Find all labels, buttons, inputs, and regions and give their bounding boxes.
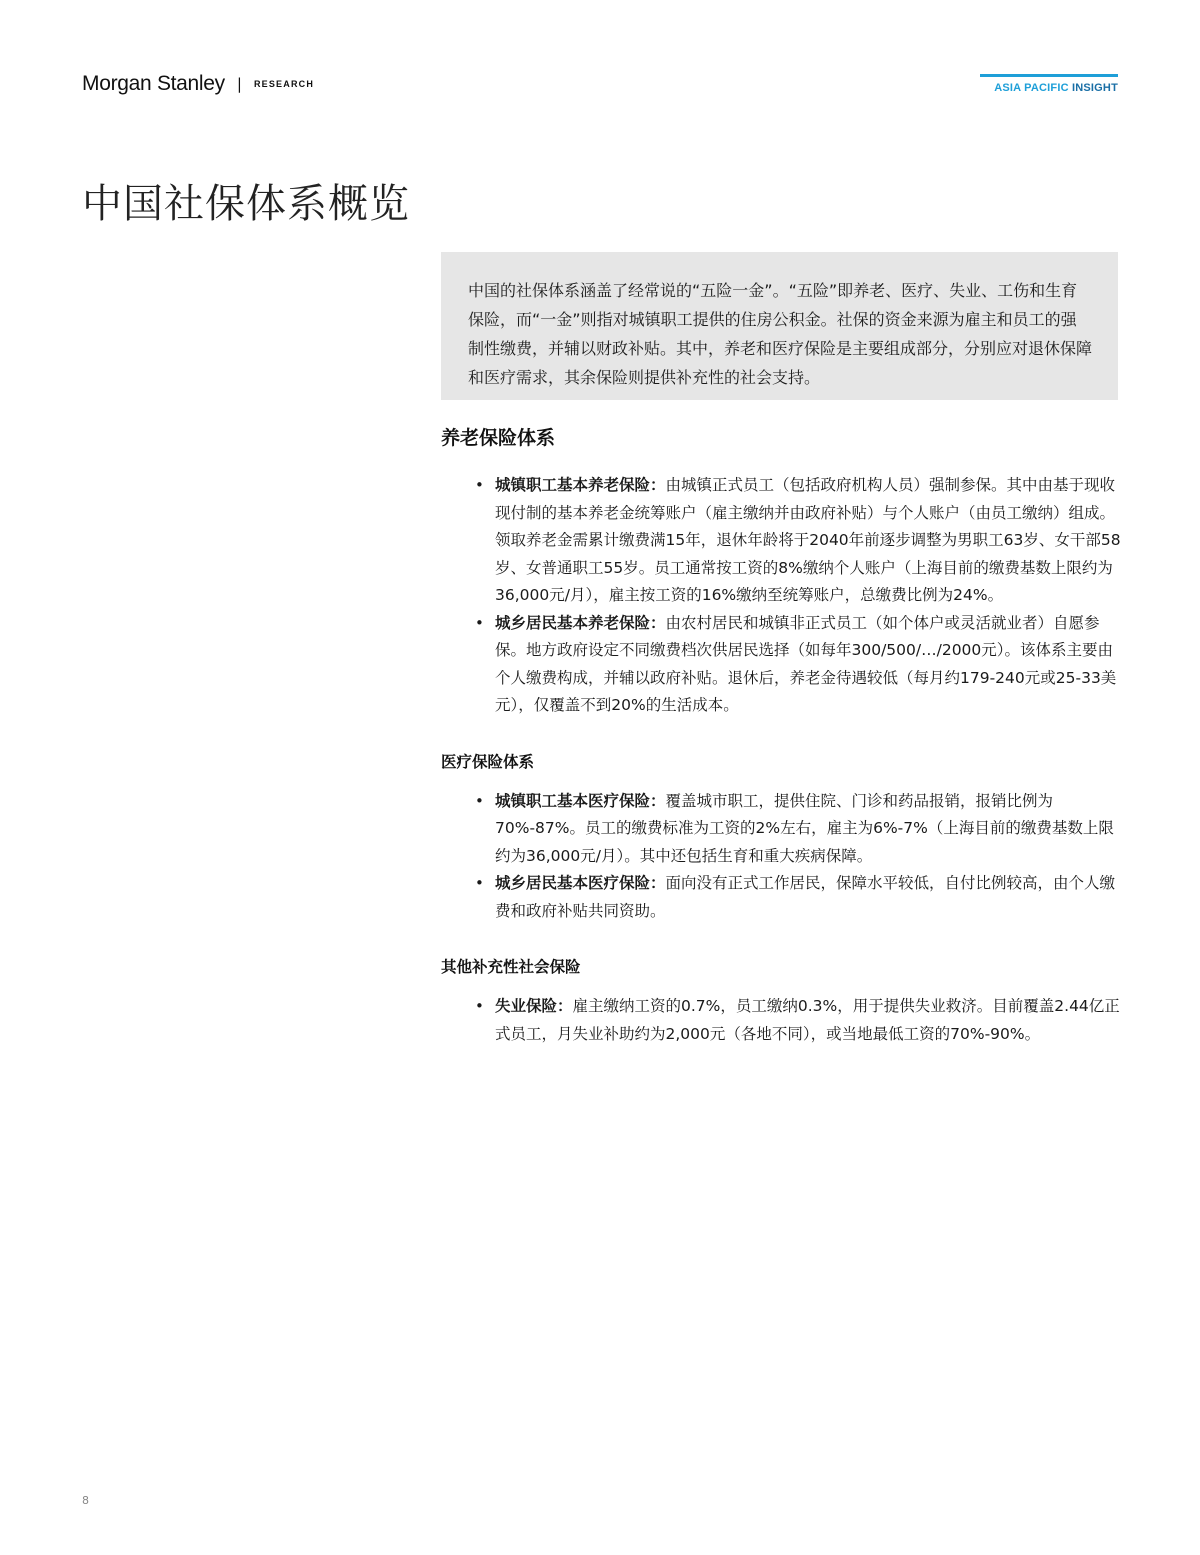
summary-text: 中国的社保体系涵盖了经常说的“五险一金”。“五险”即养老、医疗、失业、工伤和生育保险，而“一金”则指对城镇职工提供的住房公积金。社保的资金来源为雇主和员工的强制性缴费，并辅以财政补贴。其中，养老和医疗保险是主要组成部分，分别应对退休保障和医疗需求，其余保险则提供补充性的社会支持。	[468, 281, 1093, 387]
section-heading-medical: 医疗保险体系	[441, 752, 535, 771]
series-prefix: ASIA PACIFIC	[994, 82, 1069, 94]
series-badge	[980, 74, 1118, 94]
other-list	[441, 993, 1121, 1048]
section-heading-pension: 养老保险体系	[441, 427, 556, 449]
brand-logo: Morgan Stanley	[82, 72, 225, 95]
item-label: 城镇职工基本养老保险：	[495, 476, 666, 494]
item-text: 面向没有正式工作居民，保障水平较低，自付比例较高，由个人缴费和政府补贴共同资助。	[495, 874, 1116, 920]
brand-separator: |	[236, 75, 242, 93]
list-item	[441, 993, 1121, 1048]
item-text: 由农村居民和城镇非正式员工（如个体户或灵活就业者）自愿参保。地方政府设定不同缴费档次供居民选择（如每年300/500/…/2000元）。该体系主要由个人缴费构成，并辅以政府补贴。退休后，养老金待遇较低（每月约179-240元或25-33美元），仅覆盖不到20%的生活成本。	[495, 613, 1117, 714]
item-label: 城乡居民基本医疗保险：	[495, 874, 666, 892]
main-content	[441, 418, 1121, 1048]
page-title: 中国社保体系概览	[82, 181, 410, 227]
research-label: RESEARCH	[253, 79, 315, 89]
list-item	[441, 788, 1121, 871]
item-text: 雇主缴纳工资的0.7%，员工缴纳0.3%，用于提供失业救济。目前覆盖2.44亿正式员工，月失业补助约为2,000元（各地不同），或当地最低工资的70%-90%。	[495, 997, 1120, 1043]
page-number: 8	[82, 1494, 89, 1507]
item-label: 城镇职工基本医疗保险：	[495, 791, 666, 810]
medical-list	[441, 788, 1121, 926]
section-heading-other: 其他补充性社会保险	[441, 958, 581, 976]
list-item	[441, 870, 1121, 925]
summary-box	[441, 252, 1118, 400]
header-brand	[82, 72, 314, 96]
item-text: 覆盖城市职工，提供住院、门诊和药品报销，报销比例为70%-87%。员工的缴费标准为工资的2%左右，雇主为6%-7%（上海目前的缴费基数上限约为36,000元/月）。其中还包括生育和重大疾病保障。	[495, 791, 1114, 865]
list-item	[441, 472, 1121, 610]
series-title	[980, 82, 1118, 94]
item-label: 失业保险：	[495, 997, 573, 1015]
series-strong: INSIGHT	[1071, 82, 1118, 94]
item-label: 城乡居民基本养老保险：	[495, 613, 666, 632]
list-item	[441, 610, 1121, 720]
pension-list	[441, 472, 1121, 720]
series-accent-bar	[980, 74, 1118, 77]
item-text: 由城镇正式员工（包括政府机构人员）强制参保。其中由基于现收现付制的基本养老金统筹账户（雇主缴纳并由政府补贴）与个人账户（由员工缴纳）组成。领取养老金需累计缴费满15年，退休年龄将于2040年前逐步调整为男职工63岁、女干部58岁、女普通职工55岁。员工通常按工资的8%缴纳个人账户（上海目前的缴费基数上限约为36,000元/月），雇主按工资的16%缴纳至统筹账户，总缴费比例为24%。	[495, 476, 1121, 604]
